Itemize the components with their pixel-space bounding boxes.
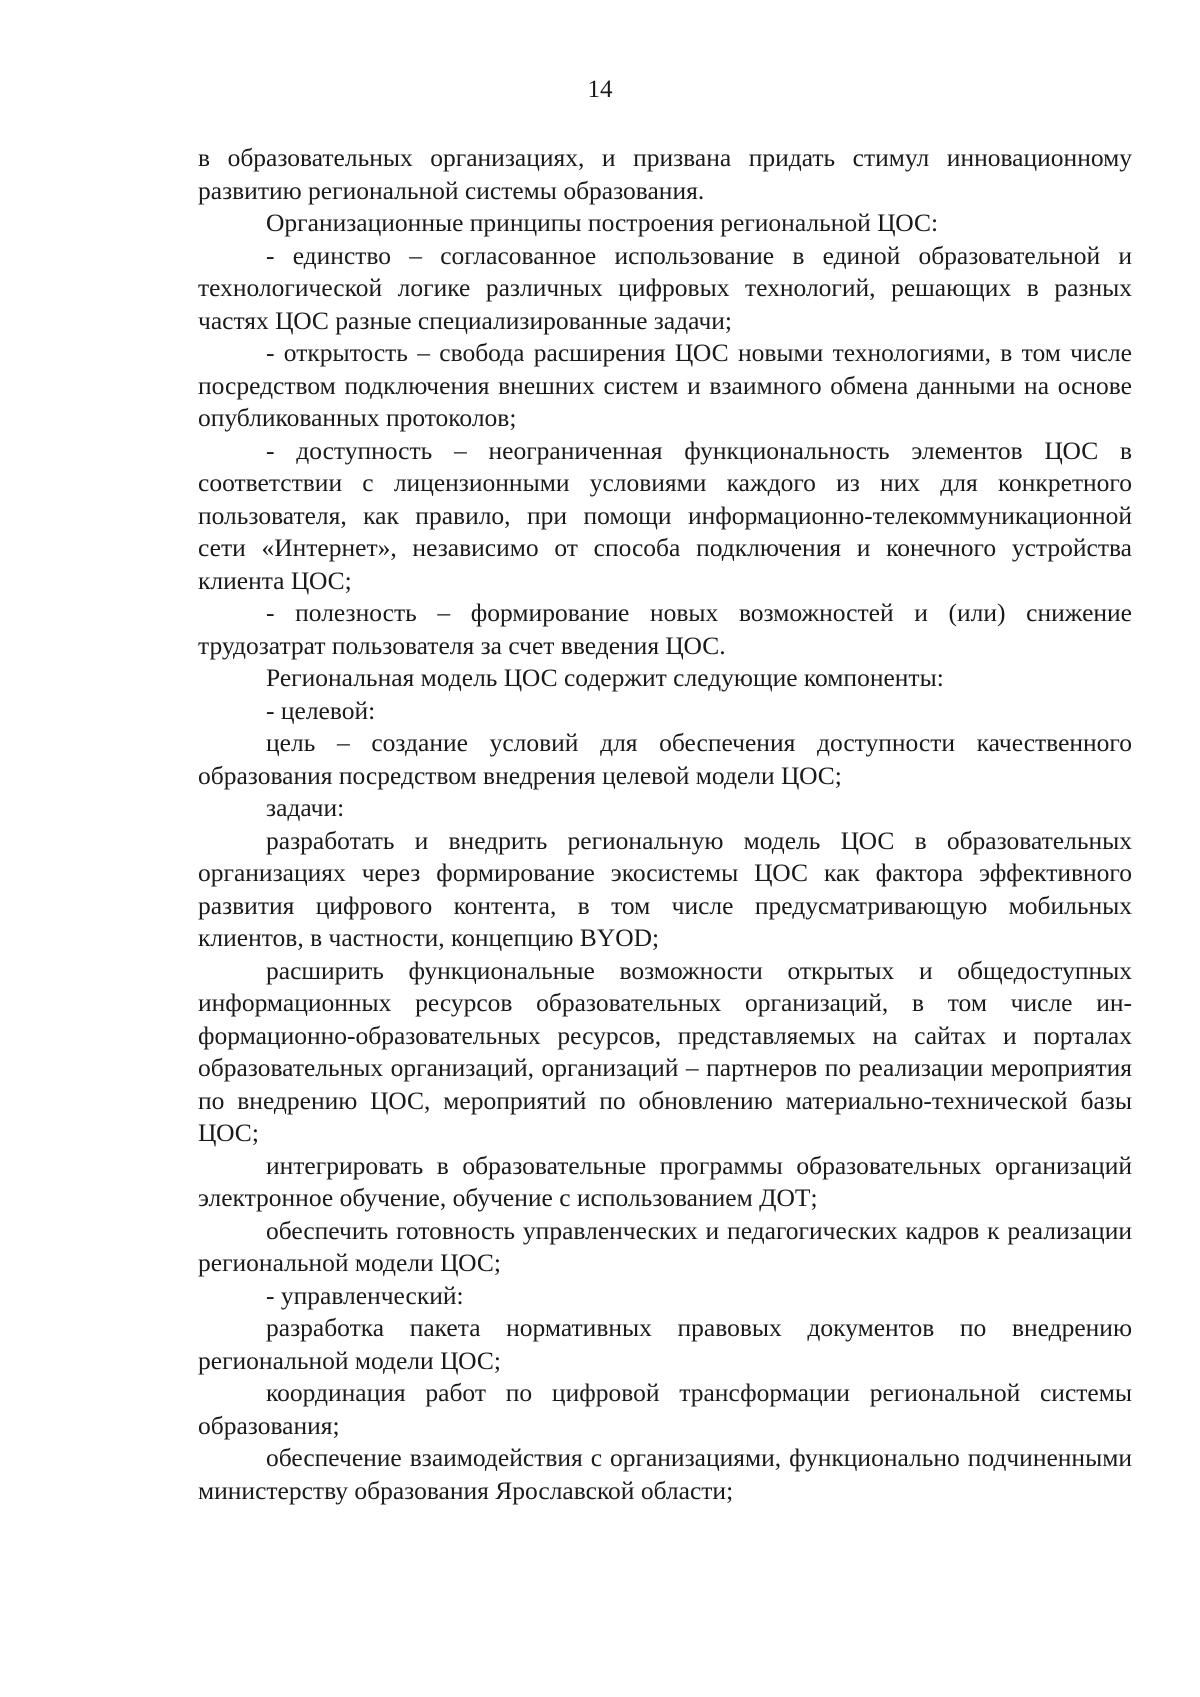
list-item: - целевой: (266, 695, 376, 725)
paragraph: обеспечить готовность управленческих и педагогических кадров к реализации региональной модели ЦОС; (198, 1215, 1132, 1277)
list-item: - полезность – формирование новых возможностей и (или) снижение трудозатрат пользователя за счет введения ЦОС. (198, 598, 1132, 660)
list-item: - управленческий: (266, 1280, 464, 1310)
paragraph: Организационные принципы построения региональной ЦОС: (266, 208, 939, 237)
document-body (198, 142, 1132, 1507)
list-item: - единство – согласованное использование в единой образовательной и технологической логике различных цифровых технологий, решающих в разных частях ЦОС разные специализированные задачи; (198, 240, 1132, 335)
paragraph: разработка пакета нормативных правовых документов по внедрению региональной модели ЦОС; (198, 1313, 1132, 1375)
paragraph: Региональная модель ЦОС содержит следующие компоненты: (266, 663, 944, 692)
paragraph: разработать и внедрить региональную модель ЦОС в образовательных организациях через формирование экосистемы ЦОС как фактора эффективного развития цифрового контента, в том числе предусматривающую мобильных клиентов, в частности, концепцию BYOD; (198, 825, 1132, 952)
paragraph: обеспечение взаимодействия с организациями, функционально подчиненными министерству образования Ярославской области; (198, 1443, 1132, 1505)
page-number: 14 (587, 76, 613, 103)
list-item: - доступность – неограниченная функциональность элементов ЦОС в соответствии с лицензионными условиями каждого из них для конкретного пользователя, как правило, при помощи информационно-телекоммуникационной сети «Интернет», независимо от способа подключения и конечного устройства клиента ЦОС; (198, 435, 1132, 595)
paragraph: цель – создание условий для обеспечения доступности качественного образования посредством внедрения целевой модели ЦОС; (198, 728, 1132, 790)
paragraph: расширить функциональные возможности открытых и общедоступных информационных ресурсов образовательных организаций, в том числе информационно-образовательных ресурсов, представляемых на сайтах и порталах образовательных организаций, организаций – партнеров по реализации мероприятия по внедрению ЦОС, мероприятий по обновлению материально-технической базы ЦОС; (198, 955, 1132, 1147)
paragraph: интегрировать в образовательные программы образовательных организаций электронное обучение, обучение с использованием ДОТ; (198, 1150, 1132, 1212)
list-item: - открытость – свобода расширения ЦОС новыми технологиями, в том числе посредством подключения внешних систем и взаимного обмена данными на основе опубликованных протоколов; (198, 338, 1132, 432)
paragraph: координация работ по цифровой трансформации региональной системы образования; (198, 1378, 1132, 1440)
paragraph: в образовательных организациях, и призвана придать стимул инновационному развитию региональной системы образования. (198, 143, 1132, 205)
paragraph: задачи: (266, 793, 345, 822)
